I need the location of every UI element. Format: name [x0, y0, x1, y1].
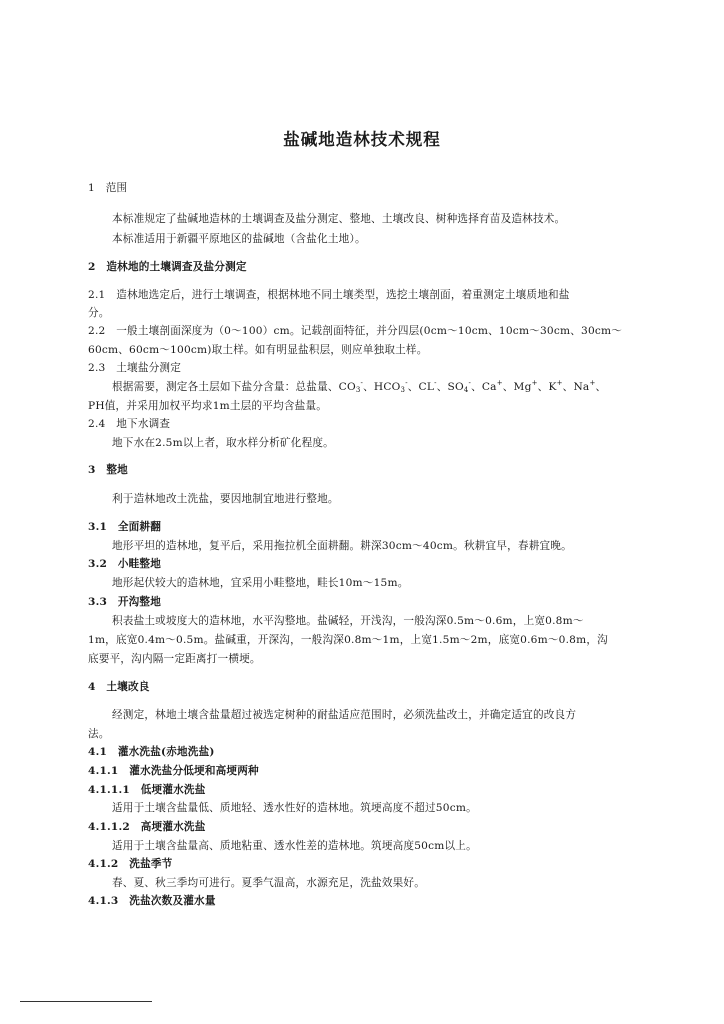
paragraph: 60cm、60cm～100cm)取土样。如有明显盐积层，则应单独取土样。 — [88, 344, 428, 356]
subsection-heading: 2.3 土壤盐分测定 — [88, 362, 182, 374]
paragraph: PH值，并采用加权平均求1m土层的平均含盐量。 — [88, 400, 328, 412]
paragraph: 本标准规定了盐碱地造林的土壤调查及盐分测定、整地、土壤改良、树种选择育苗及造林技术。 — [112, 213, 566, 225]
paragraph: 底要平，沟内隔一定距离打一横埂。 — [88, 653, 261, 665]
section-4-heading: 4 土壤改良 — [88, 681, 150, 693]
paragraph: 地形起伏较大的造林地，宜采用小畦整地，畦长10m～15m。 — [112, 577, 409, 589]
footer-rule — [20, 1001, 152, 1002]
paragraph-ion-list: 根据需要，测定各土层如下盐分含量：总盐量、$CO_3^-$、$HCO_3^-$、CL-、$SO_4^-$、Ca+、Mg+、K+、Na+、 — [112, 379, 607, 394]
subsection-heading: 3.3 开沟整地 — [88, 596, 161, 608]
paragraph: 积表盐土或坡度大的造林地，水平沟整地。盐碱轻，开浅沟，一般沟深0.5m～0.6m，上宽0.8m～ — [112, 615, 584, 627]
document-title: 盐碱地造林技术规程 — [283, 130, 441, 149]
paragraph: 地下水在2.5m以上者，取水样分析矿化程度。 — [112, 437, 334, 449]
paragraph: 1m，底宽0.4m～0.5m。盐碱重，开深沟，一般沟深0.8m～1m，上宽1.5m～2m，底宽0.6m～0.8m，沟 — [88, 634, 608, 646]
subsection-heading: 4.1.2 洗盐季节 — [88, 858, 173, 870]
subsection-heading: 2.4 地下水调查 — [88, 418, 171, 430]
paragraph: 利于造林地改土洗盐，要因地制宜地进行整地。 — [112, 493, 339, 505]
section-1-heading: 1 范围 — [88, 182, 128, 194]
subsection-heading: 4.1 灌水洗盐(赤地洗盐) — [88, 746, 215, 758]
paragraph: 经测定，林地土壤含盐量超过被选定树种的耐盐适应范围时，必须洗盐改土，并确定适宜的改良方 — [112, 709, 577, 721]
paragraph: 法。 — [88, 728, 110, 740]
paragraph: 分。 — [88, 307, 110, 319]
subsection-heading: 3.1 全面耕翻 — [88, 521, 161, 533]
paragraph: 2.1 造林地选定后，进行土壤调查，根据林地不同土壤类型，选挖土壤剖面，着重测定土壤质地和盐 — [88, 289, 570, 301]
section-3-heading: 3 整地 — [88, 464, 128, 476]
paragraph: 适用于土壤含盐量高、质地粘重、透水性差的造林地。筑埂高度50cm以上。 — [112, 840, 477, 852]
paragraph: 2.2 一般土壤剖面深度为（0～100）cm。记载剖面特征，并分四层(0cm～10cm、10cm～30cm、30cm～ — [88, 325, 623, 337]
paragraph: 地形平坦的造林地，复平后，采用拖拉机全面耕翻。耕深30cm～40cm。秋耕宜早，春耕宜晚。 — [112, 540, 572, 552]
subsection-heading: 3.2 小畦整地 — [88, 558, 161, 570]
section-2-heading: 2 造林地的土壤调查及盐分测定 — [88, 261, 247, 273]
subsection-heading: 4.1.1.2 高埂灌水洗盐 — [88, 821, 206, 833]
paragraph: 适用于土壤含盐量低、质地轻、透水性好的造林地。筑埂高度不超过50cm。 — [112, 802, 477, 814]
subsection-heading: 4.1.3 洗盐次数及灌水量 — [88, 895, 216, 907]
paragraph: 春、夏、秋三季均可进行。夏季气温高，水源充足，洗盐效果好。 — [112, 877, 426, 889]
subsection-heading: 4.1.1 灌水洗盐分低埂和高埂两种 — [88, 765, 259, 777]
paragraph: 本标准适用于新疆平原地区的盐碱地（含盐化土地）。 — [112, 233, 366, 245]
subsection-heading: 4.1.1.1 低埂灌水洗盐 — [88, 784, 206, 796]
